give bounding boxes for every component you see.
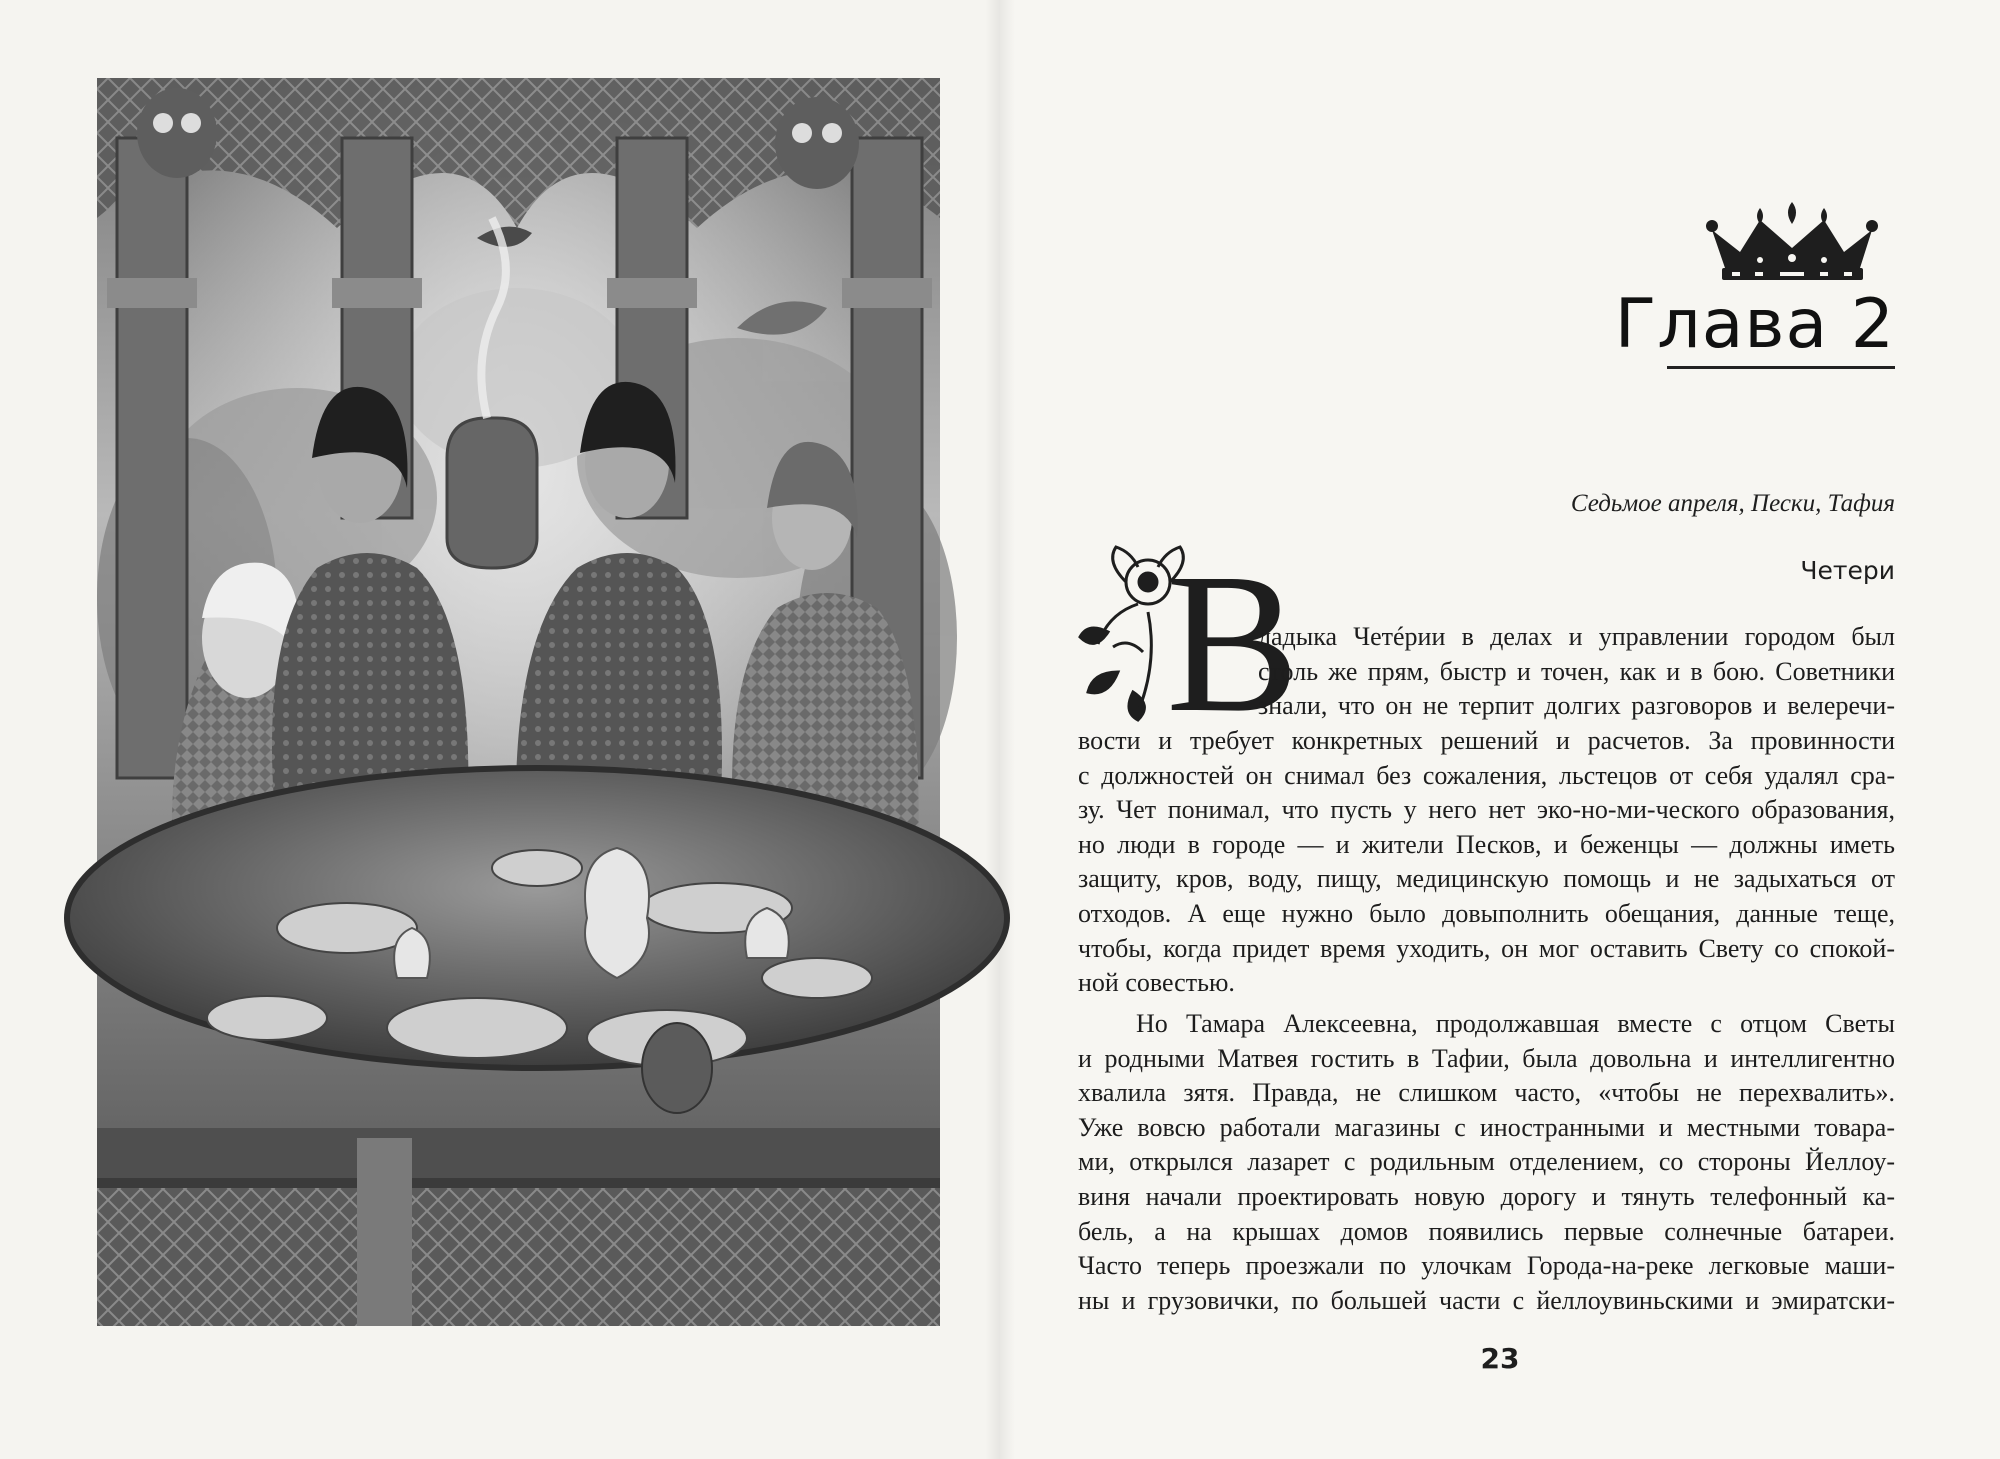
paragraph-1	[1078, 724, 1895, 1001]
banquet-illustration	[97, 78, 940, 1326]
text-line: Часто теперь проезжали по улочкам Города-на-реке легковые маши-	[1078, 1251, 1895, 1281]
crown-icon	[1700, 200, 1885, 282]
book-gutter	[985, 0, 1015, 1459]
text-line: вости и требует конкретных решений и расчетов. За провинности	[1078, 726, 1895, 755]
text-line: но люди в городе — и жители Песков, и беженцы — должны иметь	[1078, 829, 1895, 859]
text-line: зу. Чет понимал, что пусть у него нет эко-но-ми-ческого образования,	[1078, 795, 1895, 825]
text-line: ной совестью.	[1078, 968, 1235, 998]
dateline: Седьмое апреля, Пески, Тафия	[1570, 490, 1895, 517]
text-line: с должностей он снимал без сожаления, льстецов от себя удалял сра-	[1078, 760, 1895, 790]
text-line: знали, что он не терпит долгих разговоров и велеречи-	[1258, 691, 1895, 721]
text-line: виня начали проектировать новую дорогу и тянуть телефонный ка-	[1078, 1181, 1895, 1211]
text-line: ны и грузовички, по большей части с йеллоувиньскими и эмиратски-	[1078, 1285, 1895, 1315]
text-line: столь же прям, быстр и точен, как и в бою. Советники	[1258, 656, 1895, 686]
text-line: хвалила зятя. Правда, не слишком часто, «чтобы не перехвалить».	[1078, 1078, 1895, 1108]
title-divider	[1667, 366, 1895, 369]
floral-ornament-icon	[1078, 533, 1300, 754]
text-line: отходов. А еще нужно было довыполнить обещания, данные теще,	[1078, 898, 1895, 928]
text-line: и родными Матвея гостить в Тафии, была довольна и интеллигентно	[1078, 1043, 1895, 1073]
text-line: Уже вовсю работали магазины с иностранными и местными товара-	[1078, 1112, 1895, 1142]
page-number: 23	[1480, 1342, 1520, 1375]
text-line: защиту, кров, воду, пищу, медицинскую помощь и не задыхаться от	[1078, 864, 1895, 894]
text-line: бель, а на крышах домов появились первые солнечные батареи.	[1078, 1216, 1895, 1246]
text-line: Но Тамара Алексеевна, продолжавшая вместе с отцом Светы	[1136, 1009, 1895, 1038]
text-line: ми, открылся лазарет с родильным отделением, со стороны Йеллоу-	[1078, 1147, 1895, 1177]
paragraph-2	[1078, 1007, 1895, 1318]
chapter-title: Глава 2	[1614, 285, 1895, 364]
paragraph-1-wrapped	[1258, 620, 1895, 724]
dropcap-letter: В	[1166, 533, 1300, 754]
text-line: ладыка Четéрии в делах и управлении городом был	[1258, 622, 1895, 651]
section-heading: Четери	[1800, 556, 1895, 585]
text-line: чтобы, когда придет время уходить, он мог оставить Свету со спокой-	[1078, 933, 1895, 963]
